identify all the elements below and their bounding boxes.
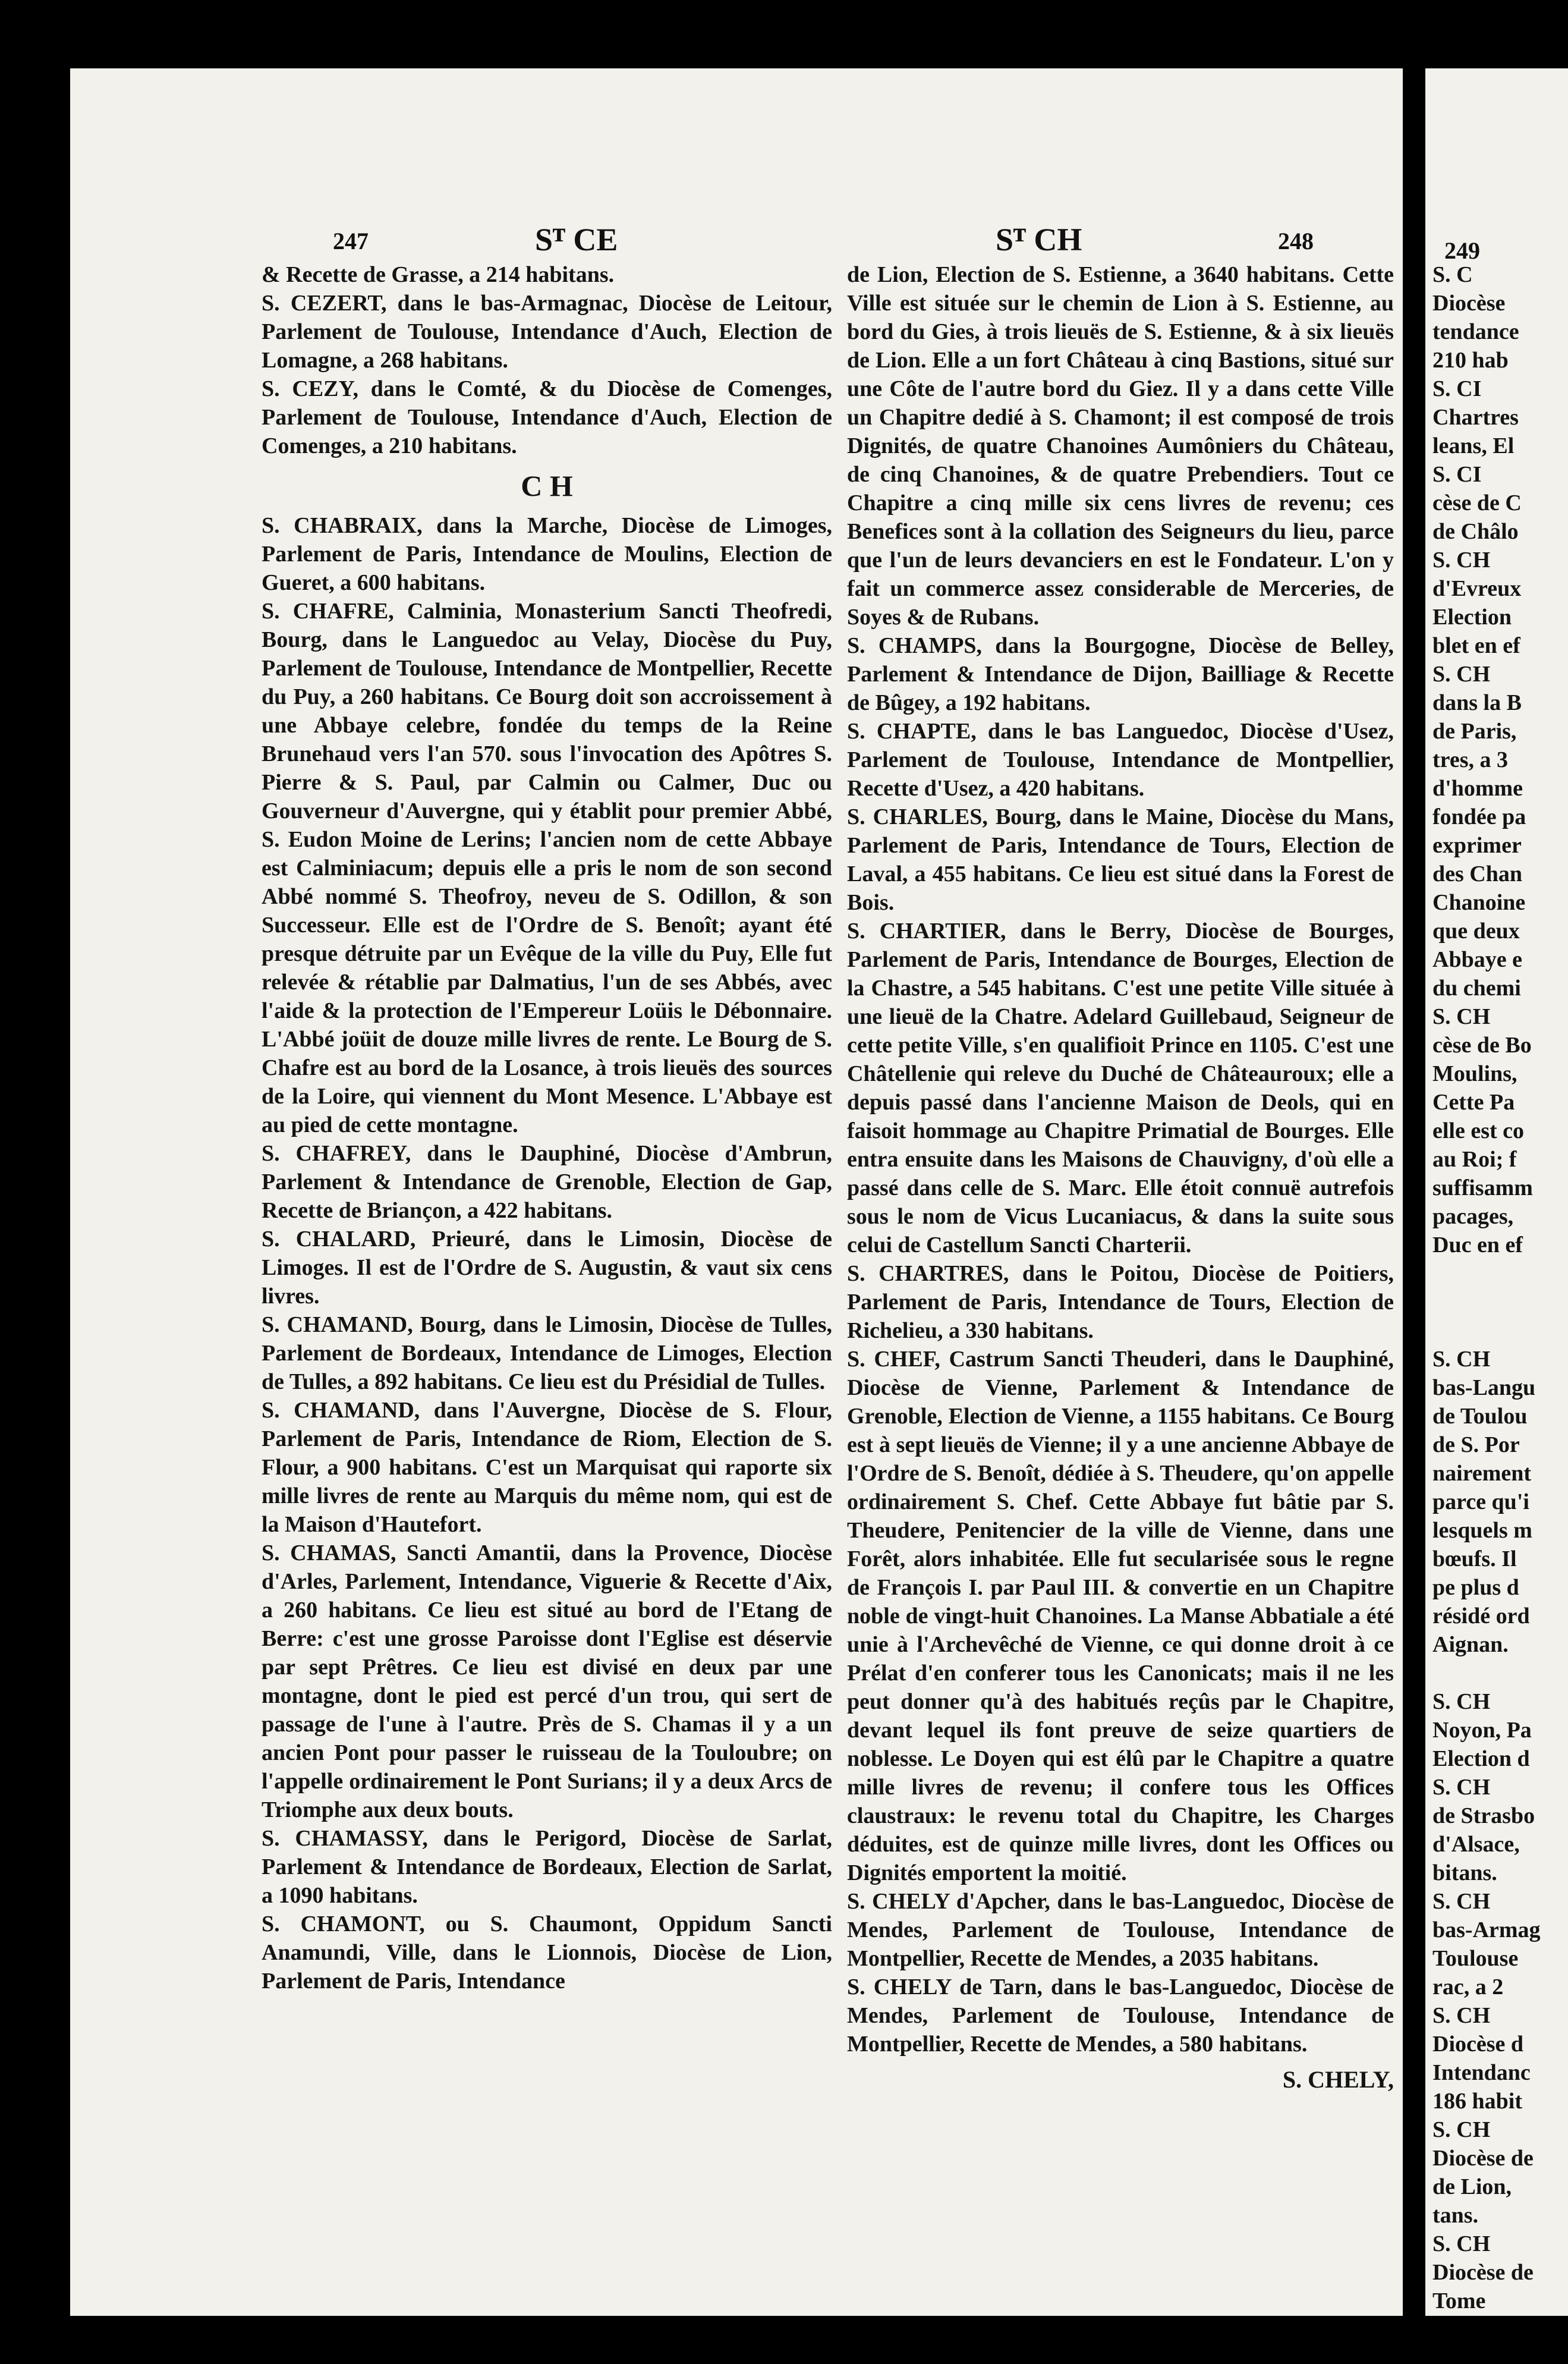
right-fragment-line: S. CH [1432,1689,1491,1714]
right-fragment-line: des Chan [1432,862,1522,886]
right-fragment-line: S. CI [1432,376,1482,401]
right-fragment-line [1432,1259,1568,1288]
right-fragment-line: exprimer [1432,833,1522,858]
entry-paragraph: S. CHALARD, Prieuré, dans le Limosin, Diocèse de Limoges. Il est de l'Ordre de S. Augustin, & vaut six cens livres. [262,1227,832,1309]
right-fragment-line: d'homme [1432,776,1523,801]
right-fragment-line: résidé ord [1432,1604,1530,1629]
right-fragment-line: leans, El [1432,433,1515,458]
right-fragment-line: de Châlo [1432,519,1519,544]
right-fragment-line: Diocèse de [1432,2260,1534,2285]
right-fragment-line: S. CH [1432,1347,1491,1372]
column-right [1432,260,1568,2315]
right-fragment-line: S. CH [1432,1889,1491,1914]
right-fragment-line: 186 habit [1432,2089,1522,2114]
right-fragment-line: tans. [1432,2203,1479,2228]
entry-paragraph: S. CHAMAND, Bourg, dans le Limosin, Diocèse de Tulles, Parlement de Bordeaux, Intendance de Limoges, Election de Tulles, a 892 habitans. Ce lieu est du Présidial de Tulles. [262,1312,832,1394]
right-fragment-line: lesquels m [1432,1518,1532,1543]
entry-paragraph: S. CEZY, dans le Comté, & du Diocèse de Comenges, Parlement de Toulouse, Intendance d'Auch, Election de Comenges, a 210 habitans. [262,376,832,458]
right-fragment-line: parce qu'i [1432,1489,1529,1514]
right-fragment-line: fondée pa [1432,804,1526,829]
right-fragment-line: pe plus d [1432,1575,1519,1600]
entry-paragraph: & Recette de Grasse, a 214 habitans. [262,262,615,287]
right-fragment-line: Election [1432,605,1512,630]
right-fragment-line: bitans. [1432,1860,1497,1885]
column-mid [847,260,1394,2094]
right-fragment-line: nairement [1432,1461,1532,1486]
right-fragment-line: de Paris, [1432,719,1517,744]
entry-paragraph: de Lion, Election de S. Estienne, a 3640 habitans. Cette Ville est située sur le chemin de Lion à S. Estienne, au bord du Gies, à trois lieuës de S. Estienne, & à six lieuës de Lion. Elle a un fort Château à cinq Bastions, situé sur une Côte de l'autre bord du Giez. Il y a dans cette Ville un Chapitre dedié à S. Chamont; il est composé de trois Dignités, de quatre Chanoines Aumôniers du Château, de cinq Chanoines, & de quatre Prebendiers. Tout ce Chapitre a cinq mille six cens livres de revenu; ces Benefices sont à la collation des Seigneurs du lieu, parce que l'un de leurs devanciers en est le Fondateur. L'on y fait un commerce assez considerable de Merceries, de Soyes & de Rubans. [847,262,1394,630]
right-fragment-line: d'Alsace, [1432,1832,1520,1857]
section-heading: C H [521,469,573,502]
page-number-mid: 248 [1278,228,1314,254]
right-fragment-line: pacages, [1432,1204,1514,1229]
right-fragment-line: de S. Por [1432,1432,1520,1457]
page-number-right: 249 [1444,237,1480,264]
right-fragment-line: au Roi; f [1432,1147,1517,1172]
right-fragment-line: de Strasbo [1432,1803,1535,1828]
entry-paragraph: S. CHARLES, Bourg, dans le Maine, Diocèse du Mans, Parlement de Paris, Intendance de Tours, Election de Laval, a 455 habitans. Ce lieu est situé dans la Forest de Bois. [847,804,1394,915]
right-fragment-line: blet en ef [1432,633,1520,658]
right-fragment-line: cèse de C [1432,491,1522,515]
right-fragment-line: rac, a 2 [1432,1975,1504,2000]
right-fragment-line: Abbaye e [1432,947,1522,972]
right-fragment-line: Toulouse [1432,1946,1519,1971]
right-fragment-line: Election d [1432,1746,1530,1771]
entry-paragraph: S. CHAFRE, Calminia, Monasterium Sancti Theofredi, Bourg, dans le Languedoc au Velay, Diocèse du Puy, Parlement de Toulouse, Intendance de Montpellier, Recette du Puy, a 260 habitans. Ce Bourg doit son accroissement à une Abbaye celebre, fondée du temps de la Reine Brunehaud vers l'an 570. sous l'invocation des Apôtres S. Pierre & S. Paul, par Calmin ou Calmer, Duc ou Gouverneur d'Auvergne, qui y établit pour premier Abbé, S. Eudon Moine de Lerins; l'ancien nom de cette Abbaye est Calminiacum; depuis elle a pris le nom de son second Abbé nommé S. Theofroy, neveu de S. Odillon, & son Successeur. Elle est de l'Ordre de S. Benoît; ayant été presque détruite par un Evêque de la ville du Puy, Elle fut relevée & rétablie par Dalmatius, l'un de ses Abbés, avec l'aide & la protection de l'Empereur Loüis le Débonnaire. L'Abbé joüit de douze mille livres de rente. Le Bourg de S. Chafre est au bord de la Losance, à trois lieuës des sources de la Loire, qui viennent du Mont Mesence. L'Abbaye est au pied de cette montagne. [262,599,832,1137]
column-left [262,260,832,1995]
right-fragment-line: que deux [1432,919,1520,944]
right-fragment-line: Intendanc [1432,2060,1531,2085]
right-fragment-line: Cette Pa [1432,1090,1515,1115]
right-fragment-line: S. CH [1432,2117,1491,2142]
right-fragment-line: bas-Armag [1432,1917,1541,1942]
right-fragment-line: S. CH [1432,1004,1491,1029]
entry-paragraph: S. CHAMPS, dans la Bourgogne, Diocèse de Belley, Parlement & Intendance de Dijon, Bailliage & Recette de Bûgey, a 192 habitans. [847,633,1394,715]
right-fragment-line: tendance [1432,319,1519,344]
right-fragment-line: S. CH [1432,662,1491,687]
entry-paragraph: S. CEZERT, dans le bas-Armagnac, Diocèse de Leitour, Parlement de Toulouse, Intendance d'Auch, Election de Lomagne, a 268 habitans. [262,291,832,373]
right-fragment-line: S. CI [1432,462,1482,487]
right-fragment-line: cèse de Bo [1432,1033,1532,1058]
right-fragment-line [1432,1316,1568,1345]
entry-paragraph: S. CHAPTE, dans le bas Languedoc, Diocèse d'Usez, Parlement de Toulouse, Intendance de Montpellier, Recette d'Usez, a 420 habitans. [847,719,1394,801]
running-head-mid: Sᵀ CH [996,222,1082,257]
right-fragment-line: Chanoine [1432,890,1526,915]
entry-paragraph: S. CHEF, Castrum Sancti Theuderi, dans le Dauphiné, Diocèse de Vienne, Parlement & Intendance de Grenoble, Election de Vienne, a 1155 habitans. Ce Bourg est à sept lieuës de Vienne; il y a une ancienne Abbaye de l'Ordre de S. Benoît, dédiée à S. Theudere, qu'on appelle ordinairement S. Chef. Cette Abbaye fut bâtie par S. Theudere, Penitencier de la ville de Vienne, dans une Forêt, alors inhabitée. Elle fut secularisée sous le regne de François I. par Paul III. & convertie en un Chapitre noble de vingt-huit Chanoines. La Manse Abbatiale a été unie à l'Archevêché de Vienne, ce qui donne droit à ce Prélat d'en conferer tous les Canonicats; mais il ne les peut donner qu'à des habitués reçûs par le Chapitre, devant lequel ils font preuve de seize quartiers de noblesse. Le Doyen qui est élû par le Chapitre a quatre mille livres de revenu; il confere tous les Offices claustraux: le revenu total du Chapitre, les Charges déduites, est de quinze mille livres, dont les Offices ou Dignités emportent la moitié. [847,1347,1394,1885]
entry-paragraph: S. CHAMASSY, dans le Perigord, Diocèse de Sarlat, Parlement & Intendance de Bordeaux, Election de Sarlat, a 1090 habitans. [262,1826,832,1908]
right-fragment-line: 210 hab [1432,348,1509,373]
right-fragment-line: bœufs. Il [1432,1546,1517,1571]
right-fragment-line: de Lion, [1432,2174,1512,2199]
entry-paragraph: S. CHARTIER, dans le Berry, Diocèse de Bourges, Parlement de Paris, Intendance de Bourges, Election de la Chastre, a 545 habitans. C'est une petite Ville située à une lieuë de la Chatre. Adelard Guillebaud, Seigneur de cette petite Ville, s'en qualifioit Prince en 1105. C'est une Châtellenie qui releve du Duché de Châteauroux; elle a depuis passé dans l'ancienne Maison de Deols, qui en faisoit hommage au Chapitre Primatial de Bourges. Elle entra ensuite dans les Maisons de Chauvigny, d'où elle a passé dans celle de S. Marc. Elle étoit connuë autrefois sous le nom de Vicus Lucaniacus, & dans la suite sous celui de Castellum Sancti Charterii. [847,919,1394,1258]
entry-paragraph: S. CHABRAIX, dans la Marche, Diocèse de Limoges, Parlement de Paris, Intendance de Moulins, Election de Gueret, a 600 habitans. [262,513,832,595]
entry-paragraph: S. CHAMONT, ou S. Chaumont, Oppidum Sancti Anamundi, Ville, dans le Lionnois, Diocèse de Lion, Parlement de Paris, Intendance [262,1912,832,1994]
entry-paragraph: S. CHELY d'Apcher, dans le bas-Languedoc, Diocèse de Mendes, Parlement de Toulouse, Intendance de Montpellier, Recette de Mendes, a 2035 habitans. [847,1889,1394,1971]
right-fragment-line: S. CH [1432,548,1491,573]
right-fragment-line: du chemi [1432,976,1521,1001]
entry-paragraph: S. CHAMAS, Sancti Amantii, dans la Provence, Diocèse d'Arles, Parlement, Intendance, Viguerie & Recette d'Aix, a 260 habitans. Ce lieu est situé au bord de l'Etang de Berre: c'est une grosse Paroisse dont l'Eglise est déservie par sept Prêtres. Ce lieu est divisé en deux par une montagne, dont le pied est percé d'un trou, qui sert de passage de l'une à l'autre. Près de S. Chamas il y a un ancien Pont pour passer le ruisseau de la Touloubre; on l'appelle ordinairement le Pont Surians; il y a deux Arcs de Triomphe aux deux bouts. [262,1541,832,1822]
right-fragment-line [1432,1288,1568,1316]
right-fragment-line: Noyon, Pa [1432,1718,1532,1743]
right-fragment-line: dans la B [1432,690,1522,715]
right-fragment-line: S. CH [1432,2003,1491,2028]
page-number-left: 247 [333,228,369,254]
right-fragment-line: d'Evreux [1432,576,1522,601]
entry-paragraph: S. CHARTRES, dans le Poitou, Diocèse de Poitiers, Parlement de Paris, Intendance de Tours, Election de Richelieu, a 330 habitans. [847,1261,1394,1343]
right-fragment-line: S. CH [1432,2231,1491,2256]
right-fragment-line: bas-Langu [1432,1375,1536,1400]
right-fragment-line: elle est co [1432,1118,1525,1143]
right-fragment-line: Moulins, [1432,1061,1517,1086]
right-fragment-line: Diocèse d [1432,2032,1524,2057]
catchword: S. CHELY, [1282,2066,1394,2093]
right-fragment-line: Duc en ef [1432,1233,1523,1258]
right-fragment-line: tres, a 3 [1432,747,1508,772]
right-fragment-line: Diocèse de [1432,2146,1534,2171]
right-fragment-line: Diocèse [1432,291,1506,316]
right-fragment-line: Chartres [1432,405,1519,430]
right-fragment-line: Aignan. [1432,1632,1509,1657]
right-fragment-line [1432,1659,1568,1687]
right-fragment-line: de Toulou [1432,1404,1528,1429]
entry-paragraph: S. CHAMAND, dans l'Auvergne, Diocèse de S. Flour, Parlement de Paris, Intendance de Riom, Election de S. Flour, a 900 habitans. C'est un Marquisat qui raporte six mille livres de rente au Marquis du même nom, qui est de la Maison d'Hautefort. [262,1398,832,1537]
entry-paragraph: S. CHAFREY, dans le Dauphiné, Diocèse d'Ambrun, Parlement & Intendance de Grenoble, Election de Gap, Recette de Briançon, a 422 habitans. [262,1141,832,1223]
right-fragment-line: S. CH [1432,1775,1491,1800]
entry-paragraph: S. CHELY de Tarn, dans le bas-Languedoc, Diocèse de Mendes, Parlement de Toulouse, Intendance de Montpellier, Recette de Mendes, a 580 habitans. [847,1975,1394,2057]
right-fragment-line: suffisamm [1432,1175,1533,1200]
running-head-left: Sᵀ CE [535,222,618,257]
right-fragment-line: S. C [1432,262,1473,287]
right-fragment-line: Tome [1432,2288,1486,2313]
